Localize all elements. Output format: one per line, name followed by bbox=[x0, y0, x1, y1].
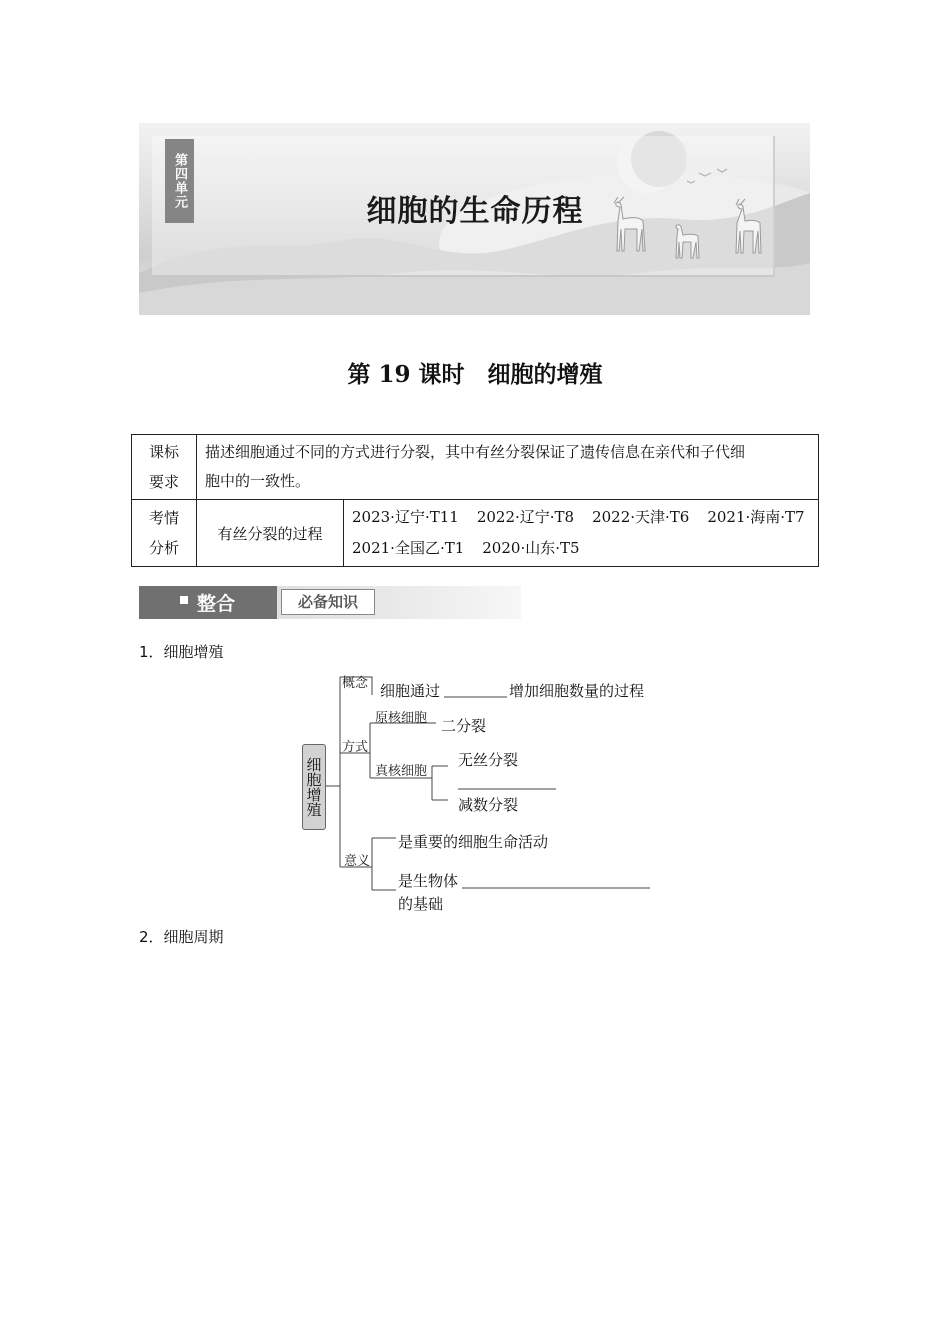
mindmap-meaning-2-before: 是生物体 bbox=[398, 872, 459, 890]
mindmap-prokaryote-label: 原核细胞 bbox=[375, 711, 428, 726]
chapter-title: 细胞的生命历程 bbox=[366, 194, 584, 229]
exam-item: 2021·海南·T7 bbox=[707, 508, 805, 526]
exam-item: 2023·辽宁·T11 bbox=[352, 508, 459, 526]
requirement-line: 描述细胞通过不同的方式进行分裂，其中有丝分裂保证了遗传信息在亲代和子代细 bbox=[205, 443, 746, 461]
mindmap-meaning-1: 是重要的细胞生命活动 bbox=[398, 833, 549, 851]
heading-cell-cycle: 2．细胞周期 bbox=[139, 928, 224, 946]
mindmap-meaning-label: 意义 bbox=[344, 854, 371, 869]
exam-item: 2022·辽宁·T8 bbox=[476, 508, 575, 526]
exam-item: 2022·天津·T6 bbox=[592, 508, 690, 526]
mindmap-eukaryote-value-meiosis: 减数分裂 bbox=[458, 796, 519, 814]
lesson-title: 第 19 课时 细胞的增殖 bbox=[347, 361, 603, 388]
mindmap-concept-text-after: 增加细胞数量的过程 bbox=[509, 682, 645, 700]
exam-item: 2021·全国乙·T1 bbox=[352, 539, 465, 557]
section-title: 整合 bbox=[197, 593, 236, 615]
header-line: 考情 bbox=[148, 509, 179, 527]
exam-item: 2020·山东·T5 bbox=[482, 539, 580, 557]
mindmap-concept-label: 概念 bbox=[342, 676, 369, 691]
heading-cell-proliferation: 1．细胞增殖 bbox=[139, 643, 224, 661]
exam-topic-cell: 有丝分裂的过程 bbox=[197, 500, 344, 567]
mindmap-prokaryote-value: 二分裂 bbox=[441, 717, 487, 735]
unit-tag: 第四单元 bbox=[165, 139, 194, 223]
requirement-line: 胞中的一致性。 bbox=[205, 472, 311, 490]
mindmap-root: 细胞增殖 bbox=[302, 744, 326, 830]
mindmap-meaning-2-after: 的基础 bbox=[398, 895, 444, 913]
header-line: 要求 bbox=[148, 473, 179, 491]
mindmap-concept-text-before: 细胞通过 bbox=[380, 682, 441, 700]
mindmap-eukaryote-label: 真核细胞 bbox=[375, 764, 428, 779]
mindmap-method-label: 方式 bbox=[342, 740, 369, 755]
section-subtitle: 必备知识 bbox=[281, 589, 375, 615]
header-line: 课标 bbox=[148, 443, 179, 461]
header-line: 分析 bbox=[148, 539, 179, 557]
mindmap-eukaryote-value-amitosis: 无丝分裂 bbox=[458, 751, 519, 769]
